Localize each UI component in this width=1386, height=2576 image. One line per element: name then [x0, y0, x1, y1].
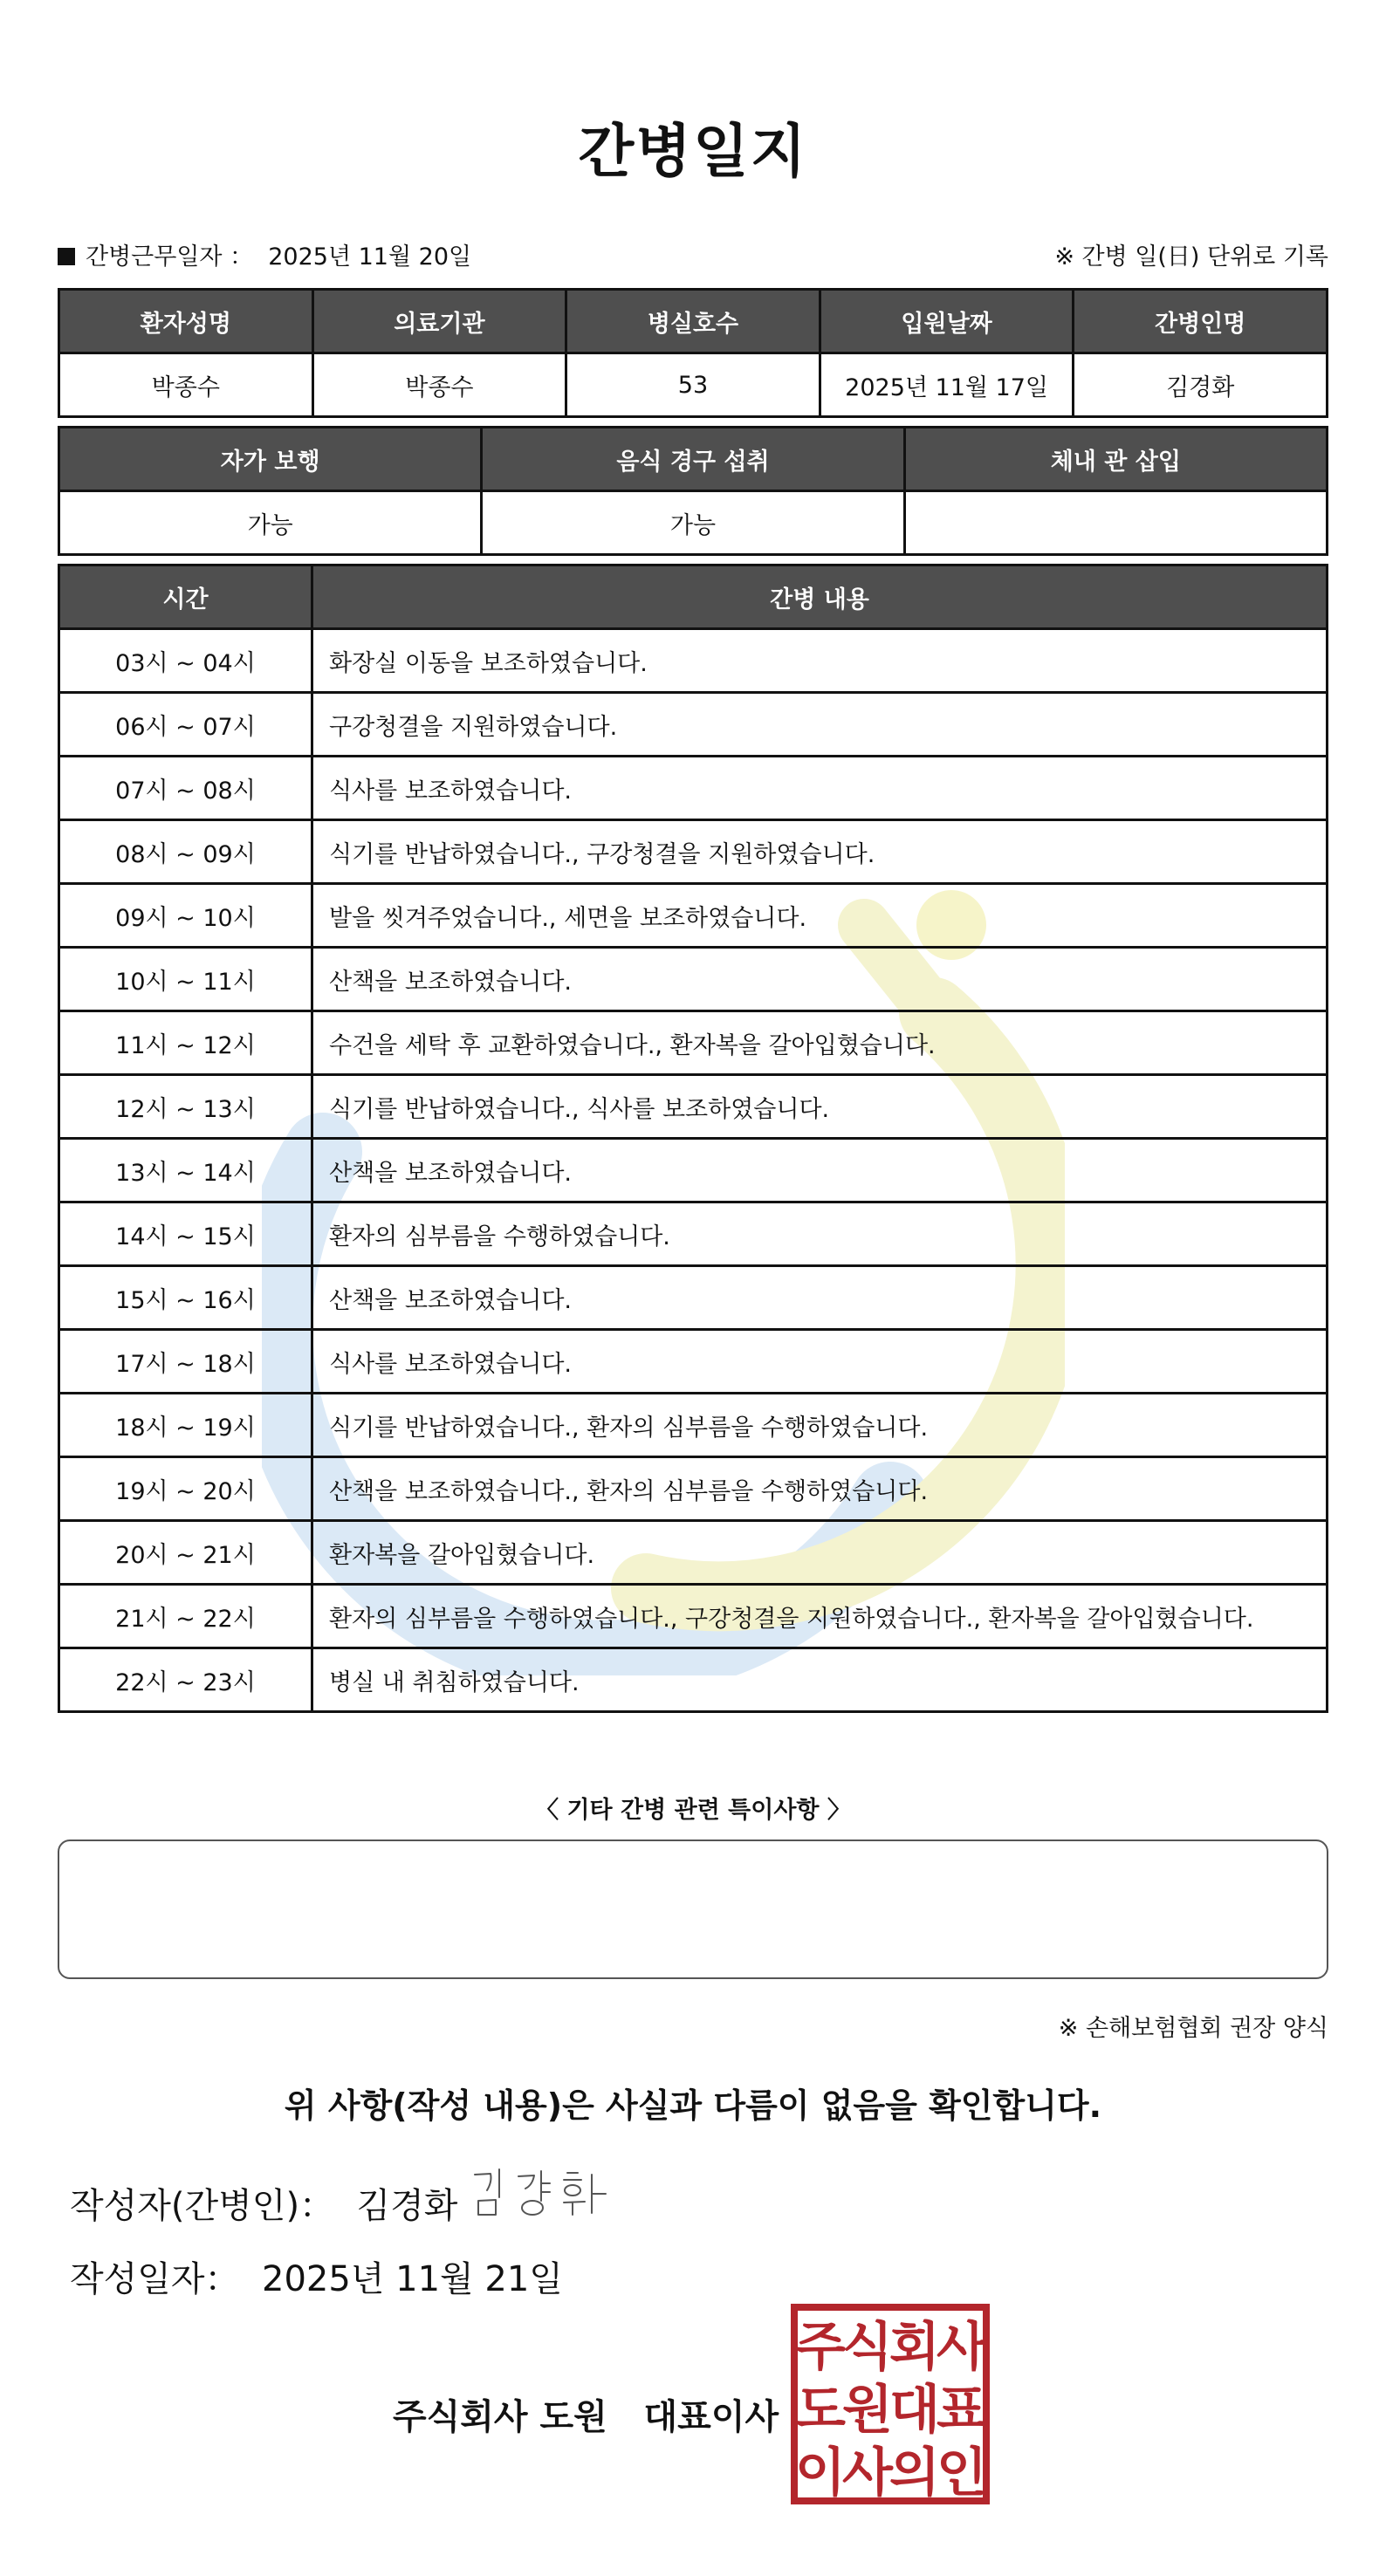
writer-line [70, 2178, 457, 2228]
cell-patient-name: 박종수 [59, 353, 313, 417]
table-row [59, 948, 1328, 1011]
svg-text:사: 사 [937, 2317, 987, 2378]
cell-content: 환자복을 갈아입혔습니다. [312, 1521, 1328, 1585]
header-hospital: 의료기관 [312, 290, 566, 353]
table-row [59, 1394, 1328, 1457]
svg-text:인: 인 [937, 2442, 987, 2504]
cell-content: 식기를 반납하였습니다., 환자의 심부름을 수행하였습니다. [312, 1394, 1328, 1457]
writer-label: 작성자(간병인)： [70, 2186, 335, 2226]
work-date-value: 2025년 11월 20일 [268, 243, 472, 271]
table-row [59, 1139, 1328, 1202]
cell-time: 17시 ~ 18시 [59, 1330, 312, 1394]
writer-name: 김경화 [356, 2186, 458, 2226]
table-row [59, 1521, 1328, 1585]
cell-content: 발을 씻겨주었습니다., 세면을 보조하였습니다. [312, 884, 1328, 948]
table-row [59, 353, 1328, 417]
cell-time: 15시 ~ 16시 [59, 1266, 312, 1330]
work-date-line [58, 237, 471, 271]
cell-time: 11시 ~ 12시 [59, 1011, 312, 1075]
patient-info-table [58, 288, 1328, 418]
svg-text:의: 의 [889, 2442, 940, 2504]
write-date-value: 2025년 11월 21일 [262, 2259, 563, 2299]
table-row [59, 1585, 1328, 1648]
cell-time: 14시 ~ 15시 [59, 1202, 312, 1266]
cell-time: 22시 ~ 23시 [59, 1648, 312, 1712]
cell-time: 07시 ~ 08시 [59, 757, 312, 820]
remarks-box [58, 1840, 1328, 1979]
unit-note: ※ 간병 일(日) 단위로 기록 [1054, 243, 1328, 271]
header-self-walking: 자가 보행 [59, 428, 482, 491]
table-row [59, 1648, 1328, 1712]
square-bullet-icon [58, 248, 75, 265]
table-row [59, 629, 1328, 693]
table-row [59, 693, 1328, 757]
svg-text:식: 식 [842, 2317, 893, 2378]
ceo-label: 대표이사 [643, 2397, 779, 2437]
cell-content: 식기를 반납하였습니다., 구강청결을 지원하였습니다. [312, 820, 1328, 884]
association-note: ※ 손해보험협회 권장 양식 [1058, 2015, 1328, 2042]
svg-text:대: 대 [889, 2380, 940, 2441]
header-admission-date: 입원날짜 [820, 290, 1074, 353]
cell-hospital: 박종수 [312, 353, 566, 417]
table-header-row [59, 565, 1328, 629]
cell-self-walking: 가능 [59, 491, 482, 555]
care-log-table [58, 564, 1328, 1713]
cell-content: 산책을 보조하였습니다. [312, 1139, 1328, 1202]
svg-text:이: 이 [795, 2442, 846, 2504]
header-time: 시간 [59, 565, 312, 629]
cell-time: 18시 ~ 19시 [59, 1394, 312, 1457]
header-caregiver-name: 간병인명 [1074, 290, 1328, 353]
confirmation-statement: 위 사항(작성 내용)은 사실과 다름이 없음을 확인합니다. [284, 2086, 1102, 2125]
company-seal [791, 2304, 990, 2504]
svg-text:사: 사 [842, 2442, 893, 2504]
cell-content: 산책을 보조하였습니다. [312, 1266, 1328, 1330]
table-row [59, 1330, 1328, 1394]
cell-content: 식사를 보조하였습니다. [312, 757, 1328, 820]
header-room-number: 병실호수 [566, 290, 820, 353]
cell-content: 식기를 반납하였습니다., 식사를 보조하였습니다. [312, 1075, 1328, 1139]
cell-content: 식사를 보조하였습니다. [312, 1330, 1328, 1394]
cell-time: 09시 ~ 10시 [59, 884, 312, 948]
header-tube-insertion: 체내 관 삽입 [904, 428, 1327, 491]
cell-room-number: 53 [566, 353, 820, 417]
table-row [59, 1457, 1328, 1521]
cell-content: 수건을 세탁 후 교환하였습니다., 환자복을 갈아입혔습니다. [312, 1011, 1328, 1075]
write-date-line [70, 2251, 563, 2301]
cell-admission-date: 2025년 11월 17일 [820, 353, 1074, 417]
company-line [393, 2389, 779, 2439]
svg-text:원: 원 [842, 2380, 893, 2441]
cell-tube-insertion [904, 491, 1327, 555]
table-row [59, 1202, 1328, 1266]
header-oral-intake: 음식 경구 섭취 [482, 428, 904, 491]
table-row [59, 1075, 1328, 1139]
cell-time: 12시 ~ 13시 [59, 1075, 312, 1139]
cell-content: 화장실 이동을 보조하였습니다. [312, 629, 1328, 693]
table-row [59, 757, 1328, 820]
table-row [59, 820, 1328, 884]
table-row [59, 884, 1328, 948]
cell-content: 산책을 보조하였습니다., 환자의 심부름을 수행하였습니다. [312, 1457, 1328, 1521]
handwritten-signature [470, 2162, 635, 2223]
svg-text:주: 주 [795, 2317, 846, 2378]
cell-time: 06시 ~ 07시 [59, 693, 312, 757]
cell-content: 환자의 심부름을 수행하였습니다. [312, 1202, 1328, 1266]
svg-text:표: 표 [937, 2380, 987, 2441]
work-date-label: 간병근무일자 ： [86, 243, 254, 271]
cell-time: 13시 ~ 14시 [59, 1139, 312, 1202]
table-row [59, 1266, 1328, 1330]
cell-content: 구강청결을 지원하였습니다. [312, 693, 1328, 757]
page-title: 간병일지 [578, 118, 808, 185]
cell-content: 환자의 심부름을 수행하였습니다., 구강청결을 지원하였습니다., 환자복을 갈아입혔습니다. [312, 1585, 1328, 1648]
svg-text:도: 도 [795, 2380, 846, 2441]
cell-time: 10시 ~ 11시 [59, 948, 312, 1011]
cell-content: 산책을 보조하였습니다. [312, 948, 1328, 1011]
cell-time: 08시 ~ 09시 [59, 820, 312, 884]
header-patient-name: 환자성명 [59, 290, 313, 353]
header-care-content: 간병 내용 [312, 565, 1328, 629]
table-row [59, 491, 1328, 555]
patient-status-table [58, 426, 1328, 556]
svg-text:회: 회 [889, 2317, 940, 2378]
company-name: 주식회사 도원 [393, 2397, 607, 2437]
table-header-row [59, 290, 1328, 353]
write-date-label: 작성일자： [70, 2259, 240, 2299]
cell-time: 21시 ~ 22시 [59, 1585, 312, 1648]
table-row [59, 1011, 1328, 1075]
cell-content: 병실 내 취침하였습니다. [312, 1648, 1328, 1712]
cell-time: 19시 ~ 20시 [59, 1457, 312, 1521]
remarks-title: 〈 기타 간병 관련 특이사항 〉 [535, 1797, 851, 1824]
table-header-row [59, 428, 1328, 491]
cell-oral-intake: 가능 [482, 491, 904, 555]
cell-time: 20시 ~ 21시 [59, 1521, 312, 1585]
cell-caregiver-name: 김경화 [1074, 353, 1328, 417]
cell-time: 03시 ~ 04시 [59, 629, 312, 693]
